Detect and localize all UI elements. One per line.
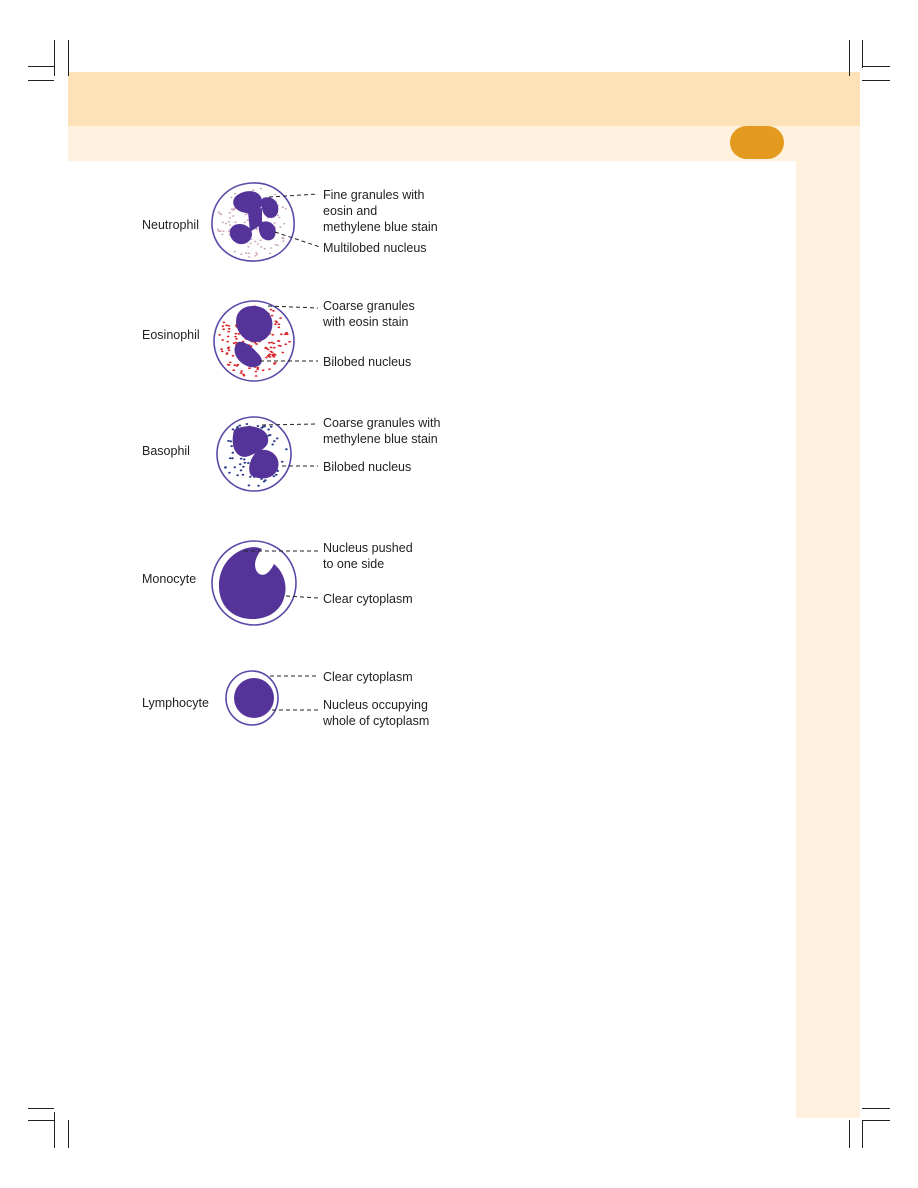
eosinophil-granule <box>235 338 238 340</box>
basophil-granule <box>230 445 233 447</box>
neutrophil-granule <box>222 222 224 224</box>
neutrophil-granule <box>279 226 281 228</box>
eosinophil-granule <box>229 362 232 364</box>
basophil-granule <box>257 425 260 427</box>
neutrophil-granule <box>234 193 236 195</box>
eosinophil-granule <box>227 331 230 333</box>
basophil-granule <box>232 428 235 430</box>
eosinophil-label-granules-line1: Coarse granules <box>323 299 415 313</box>
eosinophil-granule <box>225 324 228 326</box>
eosinophil-granule <box>257 367 260 369</box>
neutrophil-granule <box>234 221 236 223</box>
neutrophil-granule <box>278 217 280 219</box>
eosinophil-granule <box>262 369 265 371</box>
eosinophil-granule <box>221 339 224 341</box>
eosinophil-granule <box>284 343 287 345</box>
cell-name-neutrophil: Neutrophil <box>142 218 199 232</box>
eosinophil-granule <box>232 369 235 371</box>
basophil-granule <box>227 440 230 442</box>
basophil-granule <box>228 472 231 474</box>
neutrophil-granule <box>252 189 254 191</box>
neutrophil-granule <box>283 223 285 225</box>
neutrophil-granule <box>231 208 233 210</box>
neutrophil-granule <box>285 208 287 210</box>
basophil-granule <box>273 440 276 442</box>
neutrophil-granule <box>274 222 276 224</box>
monocyte-label-nucleus-line2: to one side <box>323 557 385 571</box>
eosinophil-granule <box>268 368 271 370</box>
neutrophil-granule <box>256 254 258 256</box>
neutrophil-granule <box>247 246 249 248</box>
eosinophil-granule <box>277 340 280 342</box>
eosinophil-granule <box>267 355 270 357</box>
eosinophil-granule <box>240 370 243 372</box>
basophil-granule <box>239 425 242 427</box>
eosinophil-granule <box>268 342 271 344</box>
basophil-granule <box>267 429 270 431</box>
basophil-granule <box>257 485 260 487</box>
basophil-granule <box>273 475 276 477</box>
neutrophil-granule <box>277 215 279 217</box>
neutrophil-granule <box>264 248 266 250</box>
eosinophil-granule <box>227 336 230 338</box>
basophil-granule <box>239 463 242 465</box>
neutrophil-granule <box>234 208 236 210</box>
eosinophil-granule <box>233 342 236 344</box>
eosinophil-granule <box>271 315 274 317</box>
basophil-granule <box>264 479 267 481</box>
eosinophil-granule <box>228 349 231 351</box>
neutrophil-granule <box>269 253 271 255</box>
lymphocyte-label-cytoplasm: Clear cytoplasm <box>323 670 413 684</box>
eosinophil-granule <box>274 320 277 322</box>
neutrophil-group <box>142 183 438 261</box>
eosinophil-granule <box>271 352 274 354</box>
lymphocyte-nucleus <box>234 678 274 718</box>
eosinophil-granule <box>286 333 289 335</box>
neutrophil-granule <box>222 231 224 233</box>
basophil-granule <box>232 452 235 454</box>
neutrophil-granule <box>282 237 284 239</box>
neutrophil-granule <box>230 197 232 199</box>
eosinophil-granule <box>277 327 280 329</box>
eosinophil-granule <box>255 371 258 373</box>
lymphocyte-label-nucleus-line2: whole of cytoplasm <box>323 714 430 728</box>
basophil-granule <box>234 466 237 468</box>
eosinophil-granule <box>222 328 225 330</box>
basophil-label-nucleus: Bilobed nucleus <box>323 460 412 474</box>
eosinophil-granule <box>234 336 237 338</box>
neutrophil-granule <box>260 240 262 242</box>
neutrophil-granule <box>247 219 249 221</box>
eosinophil-granule <box>236 365 239 367</box>
neutrophil-label-granules <box>323 188 438 234</box>
basophil-label-granules-line1: Coarse granules with <box>323 416 441 430</box>
neutrophil-granule <box>221 234 223 236</box>
neutrophil-granule <box>228 221 230 223</box>
eosinophil-granule <box>274 354 277 356</box>
eosinophil-granule <box>225 353 228 355</box>
eosinophil-label-granules <box>322 299 418 329</box>
neutrophil-granule <box>274 194 276 196</box>
basophil-granule <box>242 466 245 468</box>
neutrophil-granule <box>282 206 284 208</box>
eosinophil-granule <box>273 347 276 349</box>
neutrophil-granule <box>218 230 220 232</box>
eosinophil-granule <box>280 333 283 335</box>
basophil-granule <box>230 440 233 442</box>
neutrophil-granule <box>254 241 256 243</box>
basophil-granule <box>240 458 243 460</box>
neutrophil-granule <box>225 223 227 225</box>
basophil-granule <box>240 469 243 471</box>
eosinophil-granule <box>240 372 243 374</box>
neutrophil-granule <box>255 252 257 254</box>
neutrophil-granule <box>270 247 272 249</box>
eosinophil-group <box>142 299 418 381</box>
neutrophil-granule <box>275 244 277 246</box>
eosinophil-granule <box>270 309 273 311</box>
eosinophil-granule <box>267 349 270 351</box>
basophil-granule <box>229 457 232 459</box>
eosinophil-granule <box>228 328 231 330</box>
eosinophil-granule <box>270 347 273 349</box>
eosinophil-granule <box>265 357 268 359</box>
basophil-granule <box>236 474 239 476</box>
cell-name-monocyte: Monocyte <box>142 572 197 586</box>
neutrophil-granule <box>229 224 231 226</box>
cell-name-lymphocyte: Lymphocyte <box>142 696 209 710</box>
eosinophil-granule <box>278 323 281 325</box>
neutrophil-granule <box>217 229 219 231</box>
lymphocyte-label-nucleus <box>322 698 431 728</box>
neutrophil-granule <box>245 252 247 254</box>
neutrophil-granule <box>229 212 231 214</box>
eosinophil-granule <box>228 364 231 366</box>
eosinophil-granule <box>268 354 271 356</box>
eosinophil-granule <box>272 310 275 312</box>
eosinophil-granule <box>255 375 258 377</box>
lymphocyte-group <box>142 670 431 728</box>
eosinophil-granule <box>248 367 251 369</box>
basophil-granule <box>275 474 278 476</box>
eosinophil-granule <box>256 368 259 370</box>
eosinophil-granule <box>279 317 282 319</box>
neutrophil-granule <box>257 243 259 245</box>
neutrophil-granule <box>232 215 234 217</box>
eosinophil-granule <box>226 341 229 343</box>
neutrophil-granule <box>277 245 279 247</box>
eosinophil-granule <box>228 347 231 349</box>
basophil-granule <box>243 458 246 460</box>
basophil-granule <box>281 461 284 463</box>
eosinophil-granule <box>270 342 273 344</box>
basophil-granule <box>271 444 274 446</box>
basophil-granule <box>224 467 227 469</box>
neutrophil-label-granules-line1: Fine granules with <box>323 188 425 202</box>
eosinophil-granule <box>235 333 238 335</box>
eosinophil-granule <box>243 375 246 377</box>
neutrophil-granule <box>248 253 250 255</box>
neutrophil-granule <box>250 243 252 245</box>
basophil-granule <box>247 462 250 464</box>
neutrophil-label-granules-line3: methylene blue stain <box>323 220 438 234</box>
neutrophil-label-granules-line2: eosin and <box>323 204 378 218</box>
eosinophil-granule <box>279 345 282 347</box>
monocyte-label-nucleus <box>323 541 416 571</box>
eosinophil-granule <box>288 341 291 343</box>
neutrophil-granule <box>218 211 220 213</box>
neutrophil-granule <box>240 253 242 255</box>
neutrophil-granule <box>234 251 236 253</box>
neutrophil-granule <box>229 217 231 219</box>
basophil-granule <box>248 484 251 486</box>
neutrophil-granule <box>248 256 250 258</box>
eosinophil-label-nucleus: Bilobed nucleus <box>323 355 412 369</box>
eosinophil-granule <box>223 322 226 324</box>
basophil-granule <box>285 448 288 450</box>
eosinophil-granule <box>274 323 277 325</box>
basophil-granule <box>249 476 252 478</box>
eosinophil-granule <box>255 343 258 345</box>
eosinophil-granule <box>273 362 276 364</box>
eosinophil-granule <box>271 334 274 336</box>
basophil-granule <box>244 462 247 464</box>
eosinophil-granule <box>265 347 268 349</box>
basophil-granule <box>276 437 279 439</box>
neutrophil-granule <box>254 255 256 257</box>
basophil-granule <box>231 457 234 459</box>
eosinophil-granule <box>222 325 225 327</box>
basophil-label-granules-line2: methylene blue stain <box>323 432 438 446</box>
neutrophil-granule <box>219 213 221 215</box>
eosinophil-granule <box>218 334 221 336</box>
monocyte-group <box>142 541 416 625</box>
basophil-label-granules <box>323 416 444 446</box>
cell-name-basophil: Basophil <box>142 444 190 458</box>
eosinophil-label-granules-line2: with eosin stain <box>323 315 409 329</box>
neutrophil-granule <box>282 240 284 242</box>
neutrophil-granule <box>260 188 262 190</box>
monocyte-label-cytoplasm: Clear cytoplasm <box>323 592 413 606</box>
monocyte-label-nucleus-line1: Nucleus pushed <box>323 541 413 555</box>
neutrophil-granule <box>244 222 246 224</box>
basophil-granule <box>242 474 245 476</box>
neutrophil-label-nucleus: Multilobed nucleus <box>323 241 427 255</box>
eosinophil-granule <box>221 351 224 353</box>
basophil-granule <box>246 423 249 425</box>
eosinophil-granule <box>232 355 235 357</box>
basophil-granule <box>267 435 270 437</box>
basophil-group <box>142 416 444 491</box>
eosinophil-granule <box>220 348 223 350</box>
basophil-granule <box>261 427 264 429</box>
cell-name-eosinophil: Eosinophil <box>142 328 200 342</box>
neutrophil-granule <box>244 214 246 216</box>
basophil-granule <box>270 426 273 428</box>
lymphocyte-label-nucleus-line1: Nucleus occupying <box>323 698 428 712</box>
eosinophil-granule <box>281 352 284 354</box>
neutrophil-granule <box>260 246 262 248</box>
